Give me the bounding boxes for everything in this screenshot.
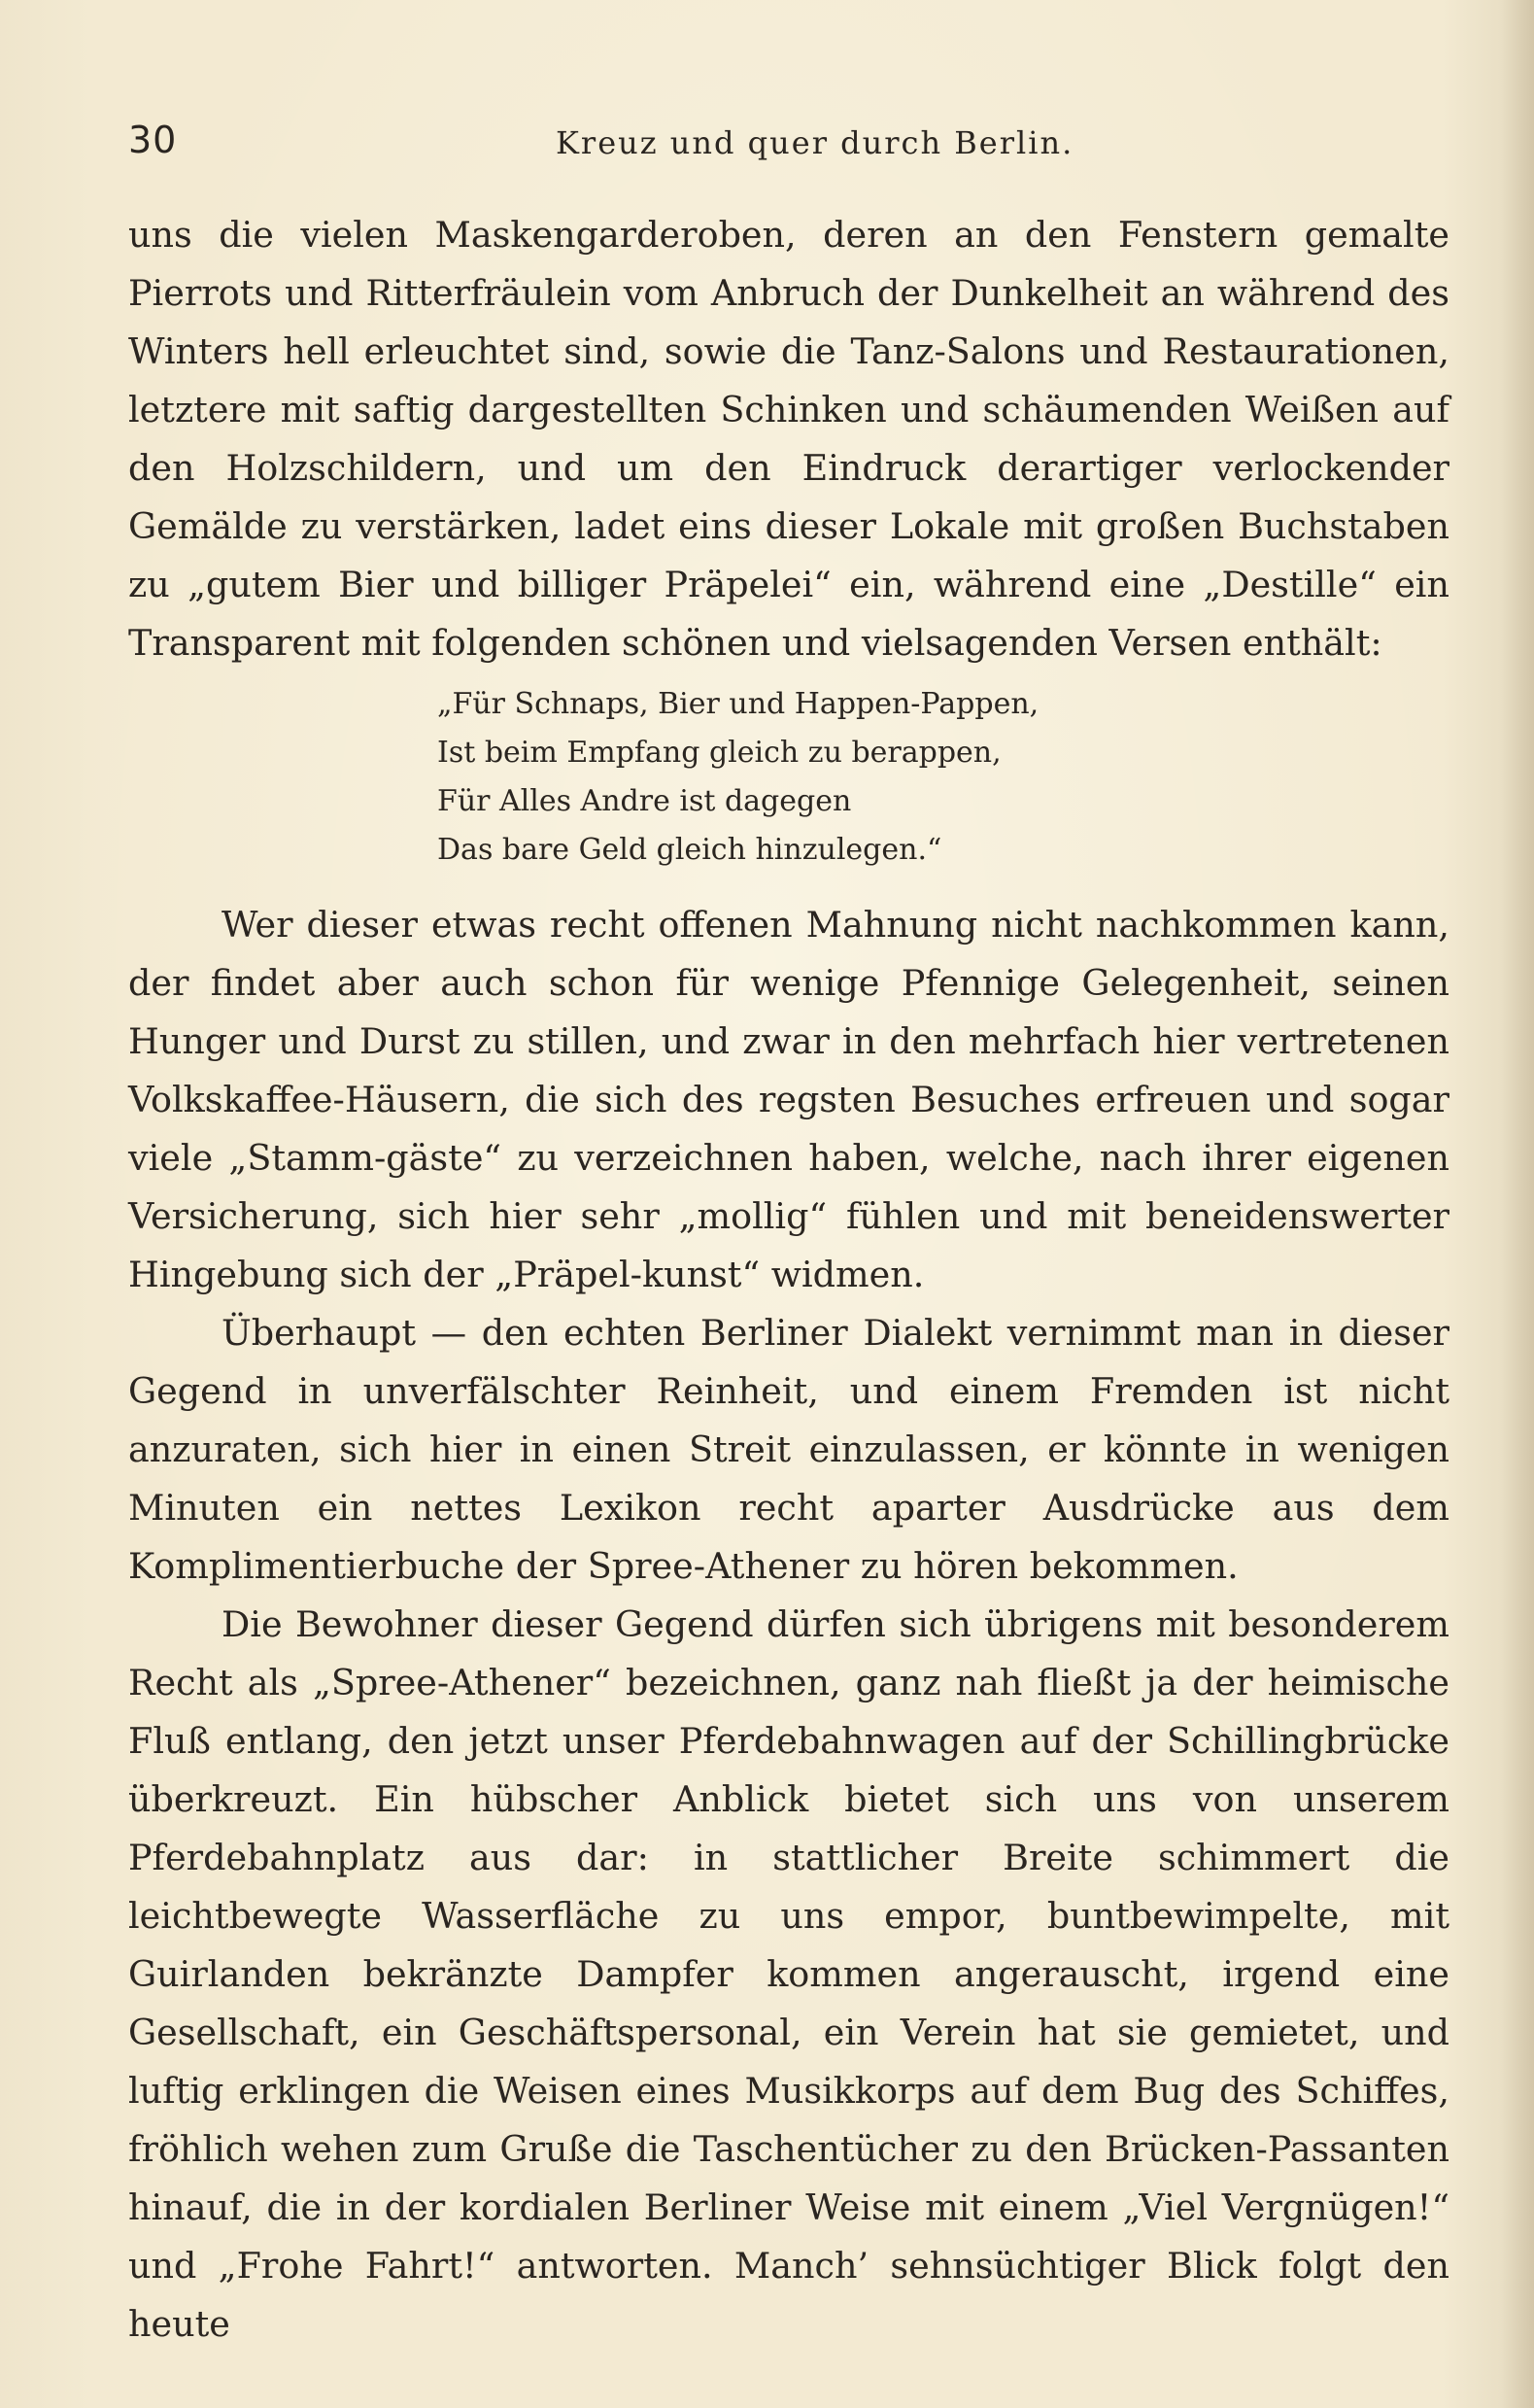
verse-line: Ist beim Empfang gleich zu berappen,: [437, 736, 1002, 770]
verse-quote: [437, 680, 1449, 875]
paragraph: Überhaupt — den echten Berliner Dialekt vernimmt man in dieser Gegend in unverfälschter Reinheit, und einem Fremden ist nicht anzuraten, sich hier in einen Streit einzulassen, er könnte in wenigen Minuten ein nettes Lexikon recht aparter Ausdrücke aus dem Komplimentierbuche der Spree-Athener zu hören bekommen.: [128, 1312, 1449, 1587]
verse-line: Das bare Geld gleich hinzulegen.“: [437, 833, 942, 867]
verse-line: „Für Schnaps, Bier und Happen-Pappen,: [437, 687, 1040, 721]
paragraph: Wer dieser etwas recht offenen Mahnung nicht nachkommen kann, der findet aber auch schon für wenige Pfennige Gelegenheit, seinen Hunger und Durst zu stillen, und zwar in den mehrfach hier vertretenen Volkskaffee-Häusern, die sich des regsten Besuches erfreuen und sogar viele „Stamm-gäste“ zu verzeichnen haben, welche, nach ihrer eigenen Versicherung, sich hier sehr „mollig“ fühlen und mit beneidenswerter Hingebung sich der „Präpel-kunst“ widmen.: [128, 904, 1449, 1295]
running-title: Kreuz und quer durch Berlin.: [556, 124, 1074, 161]
paragraph-continued: uns die vielen Maskengarderoben, deren an den Fenstern gemalte Pierrots und Ritterfräulein vom Anbruch der Dunkelheit an während des Winters hell erleuchtet sind, sowie die Tanz-Salons und Restaurationen, letztere mit saftig dargestellten Schinken und schäumenden Weißen auf den Holzschildern, und um den Eindruck derartiger verlockender Gemälde zu verstärken, ladet eins dieser Lokale mit großen Buchstaben zu „gutem Bier und billiger Präpelei“ ein, während eine „Destille“ ein Transparent mit folgenden schönen und vielsagenden Versen enthält:: [128, 214, 1449, 664]
page-header: [128, 119, 1449, 177]
page-edge-shadow: [1501, 0, 1534, 2408]
page-number: 30: [128, 119, 178, 161]
paragraph: Die Bewohner dieser Gegend dürfen sich übrigens mit besonderem Recht als „Spree-Athener“ bezeichnen, ganz nah fließt ja der heimische Fluß entlang, den jetzt unser Pferdebahnwagen auf der Schillingbrücke überkreuzt. Ein hübscher Anblick bietet sich uns von unserem Pferdebahnplatz aus dar: in stattlicher Breite schimmert die leichtbewegte Wasserfläche zu uns empor, buntbewimpelte, mit Guirlanden bekränzte Dampfer kommen angerauscht, irgend eine Gesellschaft, ein Geschäftspersonal, ein Verein hat sie gemietet, und luftig erklingen die Weisen eines Musikkorps auf dem Bug des Schiffes, fröhlich wehen zum Gruße die Taschentücher zu den Brücken-Passanten hinauf, die in der kordialen Berliner Weise mit einem „Viel Vergnügen!“ und „Frohe Fahrt!“ antworten. Manch’ sehnsüchtiger Blick folgt den heute: [128, 1603, 1449, 2345]
verse-line: Für Alles Andre ist dagegen: [437, 784, 852, 818]
page-body: [128, 206, 1449, 2354]
